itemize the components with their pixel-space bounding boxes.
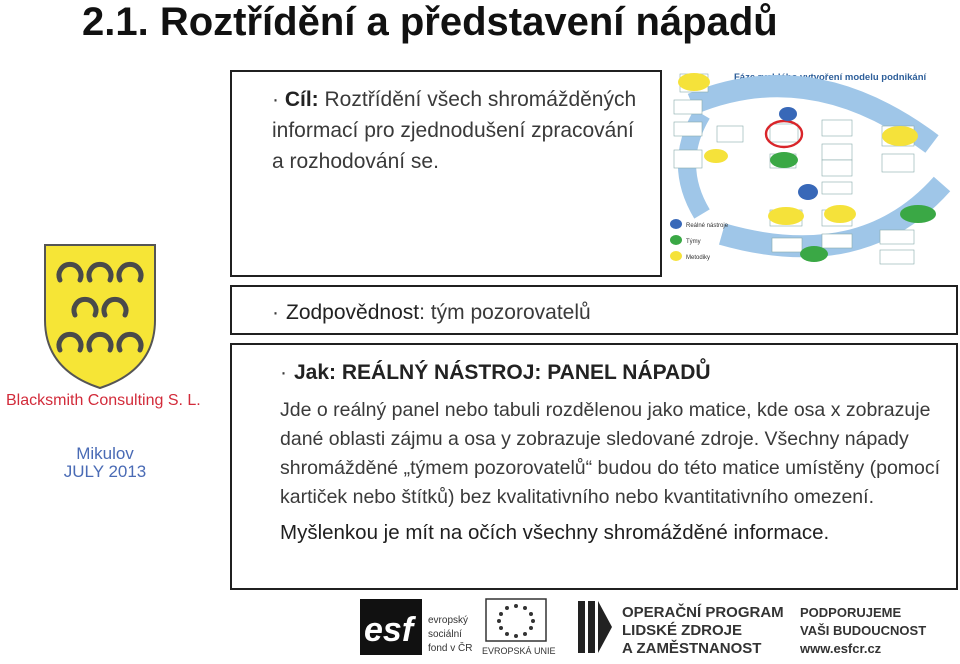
- how-bullet: [280, 357, 946, 388]
- responsibility-text: : tým pozorovatelů: [419, 301, 591, 324]
- responsibility-label: Zodpovědnost: [286, 301, 420, 324]
- esf-text-3: fond v ČR: [428, 643, 473, 654]
- support-text-3: www.esfcr.cz: [800, 641, 882, 656]
- business-model-phases-diagram: [662, 64, 958, 276]
- support-text: [799, 605, 926, 656]
- date-label: JULY 2013: [63, 462, 147, 481]
- responsibility-bullet: [272, 297, 956, 328]
- legend-methods: Metodiky: [686, 255, 711, 261]
- how-description: Jde o reálný panel nebo tabuli rozdělenou jako matice, kde osa x zobrazuje dané oblasti zájmu a osa y zobrazuje sledované zdroje. Všechny nápady shromážděné „týmem pozorovatelů“ budou do této matice umístěny (pomocí kartiček nebo štítků) bez kvalitativního nebo kvantitativního omezení.: [280, 399, 941, 508]
- goal-label: Cíl:: [284, 88, 319, 111]
- place-name: Mikulov: [76, 444, 134, 463]
- how-summary: Myšlenkou je mít na očích všechny shromážděné informace.: [280, 521, 830, 544]
- goal-text: Roztřídění všech shromážděných informací pro zjednodušení zpracování a rozhodování se.: [272, 88, 637, 173]
- footer-logos: [360, 595, 950, 659]
- eu-flag-logo: [482, 599, 556, 656]
- how-box: [230, 343, 958, 590]
- esf-logo: [360, 599, 472, 655]
- company-shield-logo: [40, 240, 160, 390]
- esf-text-2: sociální: [428, 629, 462, 640]
- op-text-2: LIDSKÉ ZDROJE: [622, 622, 743, 639]
- how-label: Jak: REÁLNÝ NÁSTROJ: PANEL NÁPADŮ: [294, 361, 711, 384]
- esf-text-1: evropský: [428, 615, 469, 626]
- legend-real-tools: Reálné nástroje: [686, 223, 729, 229]
- op-logo: [578, 601, 784, 657]
- support-text-2: VAŠI BUDOUCNOST: [800, 623, 927, 638]
- goal-bullet: [272, 84, 642, 177]
- legend-teams: Týmy: [686, 239, 701, 245]
- responsibility-box: [230, 285, 958, 335]
- bullet-dot: ·: [272, 301, 279, 324]
- slide-title: 2.1. Roztřídění a představení nápadů: [82, 0, 778, 44]
- op-text-3: A ZAMĚSTNANOST: [622, 640, 762, 657]
- support-text-1: PODPORUJEME: [800, 605, 902, 620]
- bullet-dot: ·: [272, 88, 279, 111]
- company-name: Blacksmith Consulting S. L.: [6, 392, 201, 409]
- bullet-dot: ·: [280, 361, 287, 384]
- horseshoe-shield-icon: [40, 240, 160, 390]
- diagram-title: Fáze rychlého vytvoření modelu podnikání: [734, 72, 927, 83]
- eu-text: EVROPSKÁ UNIE: [482, 646, 556, 656]
- goal-box: [230, 70, 662, 277]
- op-text-1: OPERAČNÍ PROGRAM: [622, 604, 784, 621]
- svg-text:esf: esf: [364, 611, 414, 649]
